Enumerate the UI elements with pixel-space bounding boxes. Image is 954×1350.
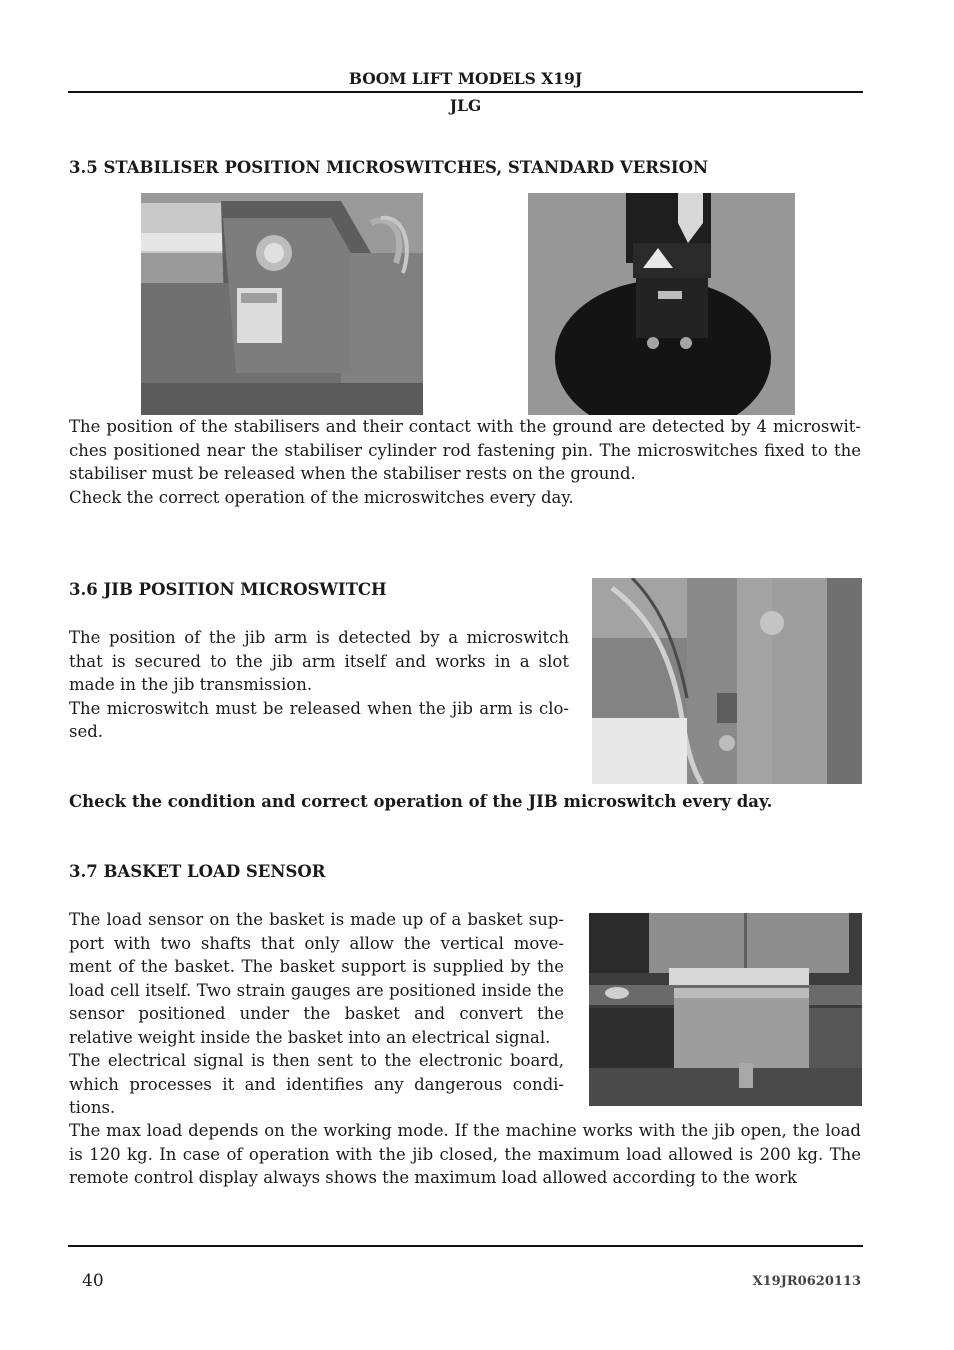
section-3-6-paragraph-1: The position of the jib arm is detected by a microswitch that is secured to the jib arm itself and works in a slot made in the jib transmission. — [69, 628, 569, 694]
jib-microswitch-photo — [592, 578, 862, 784]
section-3-7-paragraph-1: The load sensor on the basket is made up of a basket sup-port with two shafts that only allow the vertical move-ment of the basket. The basket support is supplied by the load cell itself. Two strain gauges are positioned inside the sensor positioned under the basket and convert the relative weight inside the basket into an electrical signal. — [69, 910, 564, 1047]
section-3-7-paragraph-2: The electrical signal is then sent to the electronic board, which processes it and identifies any dangerous condi-tions. — [69, 1051, 564, 1117]
stabiliser-foot-photo — [528, 193, 795, 415]
section-heading-3-5: 3.5 STABILISER POSITION MICROSWITCHES, STANDARD VERSION — [69, 158, 709, 177]
section-3-6-body — [69, 626, 569, 744]
section-3-5-body — [69, 415, 861, 509]
document-code: X19JR0620113 — [752, 1274, 861, 1289]
section-3-7-body — [69, 908, 564, 1120]
section-3-6-paragraph-2: The microswitch must be released when the jib arm is clo-sed. — [69, 698, 569, 741]
section-3-7-continuation — [69, 1119, 861, 1190]
jib-warning-text: Check the condition and correct operation of the JIB microswitch every day. — [69, 792, 773, 811]
page-number: 40 — [82, 1271, 104, 1291]
section-heading-3-6: 3.6 JIB POSITION MICROSWITCH — [69, 580, 387, 599]
header-title: BOOM LIFT MODELS X19J — [348, 69, 583, 88]
section-heading-3-7: 3.7 BASKET LOAD SENSOR — [69, 862, 326, 881]
section-3-7-paragraph-3: The max load depends on the working mode. If the machine works with the jib open, the load is 120 kg. In case of operation with the jib closed, the maximum load allowed is 200 kg. The remote control display always shows the maximum load allowed according to the work — [69, 1121, 861, 1187]
section-3-5-paragraph-2: Check the correct operation of the microswitches every day. — [69, 487, 574, 507]
section-3-5-paragraph-1: The position of the stabilisers and their contact with the ground are detected by 4 microswit-ches positioned near the stabiliser cylinder rod fastening pin. The microswitches fixed to the stabiliser must be released when the stabiliser rests on the ground. — [69, 417, 861, 483]
header-rule — [68, 91, 863, 93]
stabiliser-microswitch-photo — [141, 193, 423, 415]
footer-rule — [68, 1245, 863, 1247]
basket-load-sensor-photo — [589, 913, 862, 1106]
header-brand: JLG — [449, 96, 482, 115]
